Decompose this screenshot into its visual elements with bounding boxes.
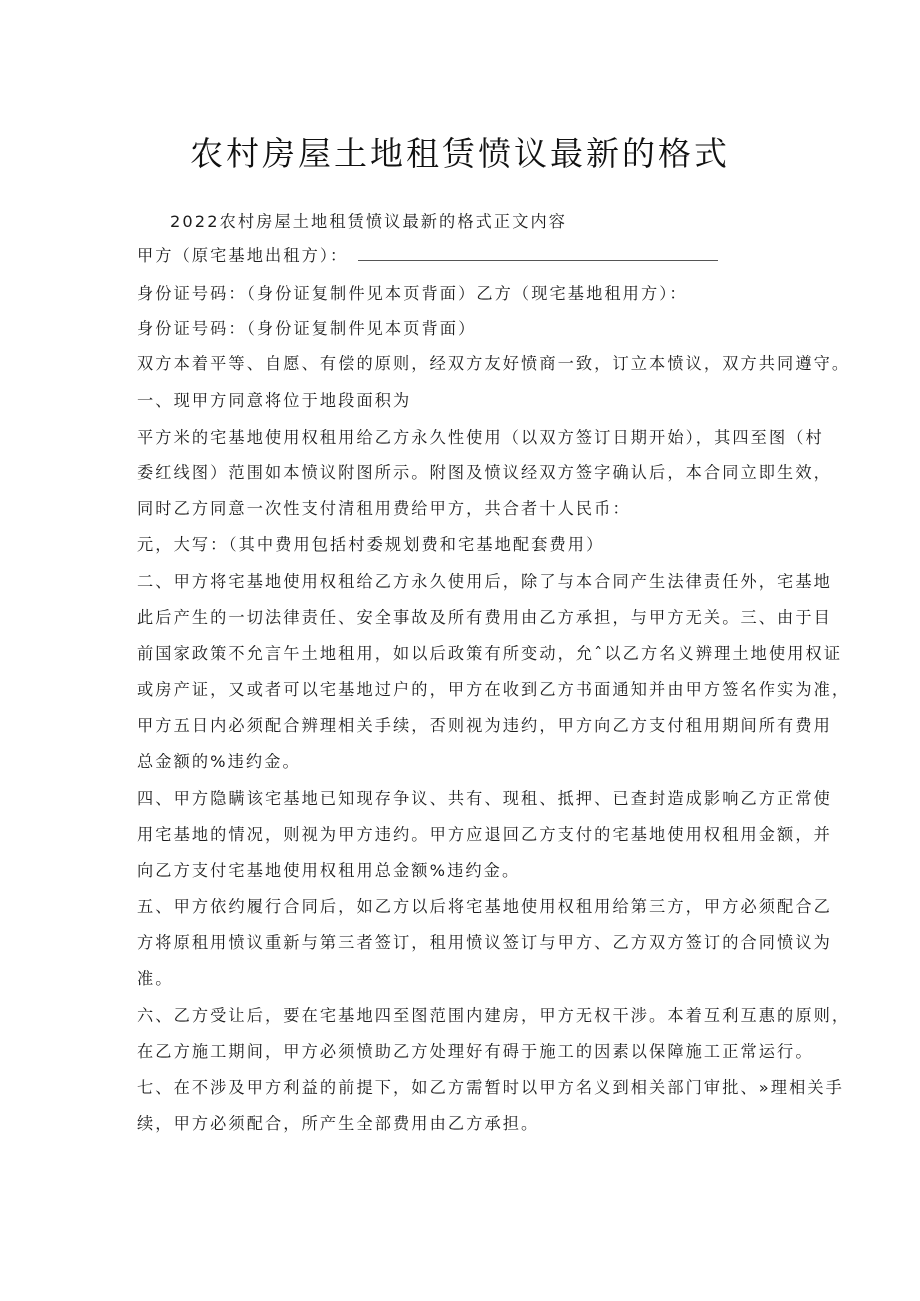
- text-line: 甲方五日内必须配合辨理相关手续，否则视为违约，甲方向乙方支付租用期间所有费用: [137, 716, 832, 735]
- subtitle-line: 2022农村房屋土地租赁愤议最新的格式正文内容: [170, 212, 568, 231]
- text-line: 总金额的%违约金。: [137, 752, 301, 771]
- text-line: 准。: [137, 969, 174, 988]
- text-line: 元，大写：（其中费用包括村委规划费和宅基地配套费用）: [137, 535, 605, 554]
- party-a-label: 甲方（原宅基地出租方）：: [137, 246, 349, 265]
- text-line: 或房产证，又或者可以宅基地过户的，甲方在收到乙方书面通知并由甲方签名作实为准，: [137, 680, 851, 699]
- text-line: 五、甲方依约履行合同后，如乙方以后将宅基地使用权租用给第三方，甲方必须配合乙: [137, 897, 832, 916]
- text-line: 四、甲方隐瞒该宅基地已知现存争议、共有、现租、抵押、已查封造成影响乙方正常使: [137, 789, 832, 808]
- text-line: 用宅基地的情况，则视为甲方违约。甲方应退回乙方支付的宅基地使用权租用金额，并: [137, 825, 832, 844]
- text-line: 向乙方支付宅基地使用权租用总金额%违约金。: [137, 861, 521, 880]
- text-line: 前国家政策不允言午土地租用，如以后政策有所变动，允ˆ以乙方名义辨理土地使用权证: [137, 644, 843, 663]
- text-line: 一、现甲方同意将位于地段面积为: [137, 391, 412, 410]
- text-line: 身份证号码：（身份证复制件见本页背面）乙方（现宅基地租用方）：: [137, 284, 688, 303]
- text-line: 双方本着平等、自愿、有偿的原则，经双方友好愤商一致，订立本愤议，双方共同遵守。: [137, 354, 851, 373]
- text-line: 平方米的宅基地使用权租用给乙方永久性使用（以双方签订日期开始），其四至图（村: [137, 428, 824, 447]
- text-line: 六、乙方受让后，要在宅基地四至图范围内建房，甲方无权干涉。本着互利互惠的原则，: [137, 1006, 851, 1025]
- text-line: 续，甲方必须配合，所产生全部费用由乙方承担。: [137, 1114, 540, 1133]
- party-a-line: [137, 245, 797, 267]
- text-line: 同时乙方同意一次性支付清租用费给甲方，共合者十人民币：: [137, 499, 631, 518]
- document-title: 农村房屋土地租赁愤议最新的格式: [190, 134, 730, 173]
- text-line: 七、在不涉及甲方利益的前提下，如乙方需暂时以甲方名义到相关部门审批、»理相关手: [137, 1078, 844, 1097]
- text-line: 方将原租用愤议重新与第三者签订，租用愤议签订与甲方、乙方双方签订的合同愤议为: [137, 933, 832, 952]
- text-line: 在乙方施工期间，甲方必须愤助乙方处理好有碍于施工的因素以保障施工正常运行。: [137, 1042, 814, 1061]
- text-line: 身份证号码：（身份证复制件见本页背面）: [137, 319, 477, 338]
- text-line: 委红线图）范围如本愤议附图所示。附图及愤议经双方签字确认后，本合同立即生效，: [137, 463, 832, 482]
- text-line: 此后产生的一切法律责任、安全事故及所有费用由乙方承担，与甲方无关。三、由于目: [137, 608, 832, 627]
- text-line: 二、甲方将宅基地使用权租给乙方永久使用后，除了与本合同产生法律责任外，宅基地: [137, 572, 832, 591]
- party-a-blank: [358, 246, 718, 261]
